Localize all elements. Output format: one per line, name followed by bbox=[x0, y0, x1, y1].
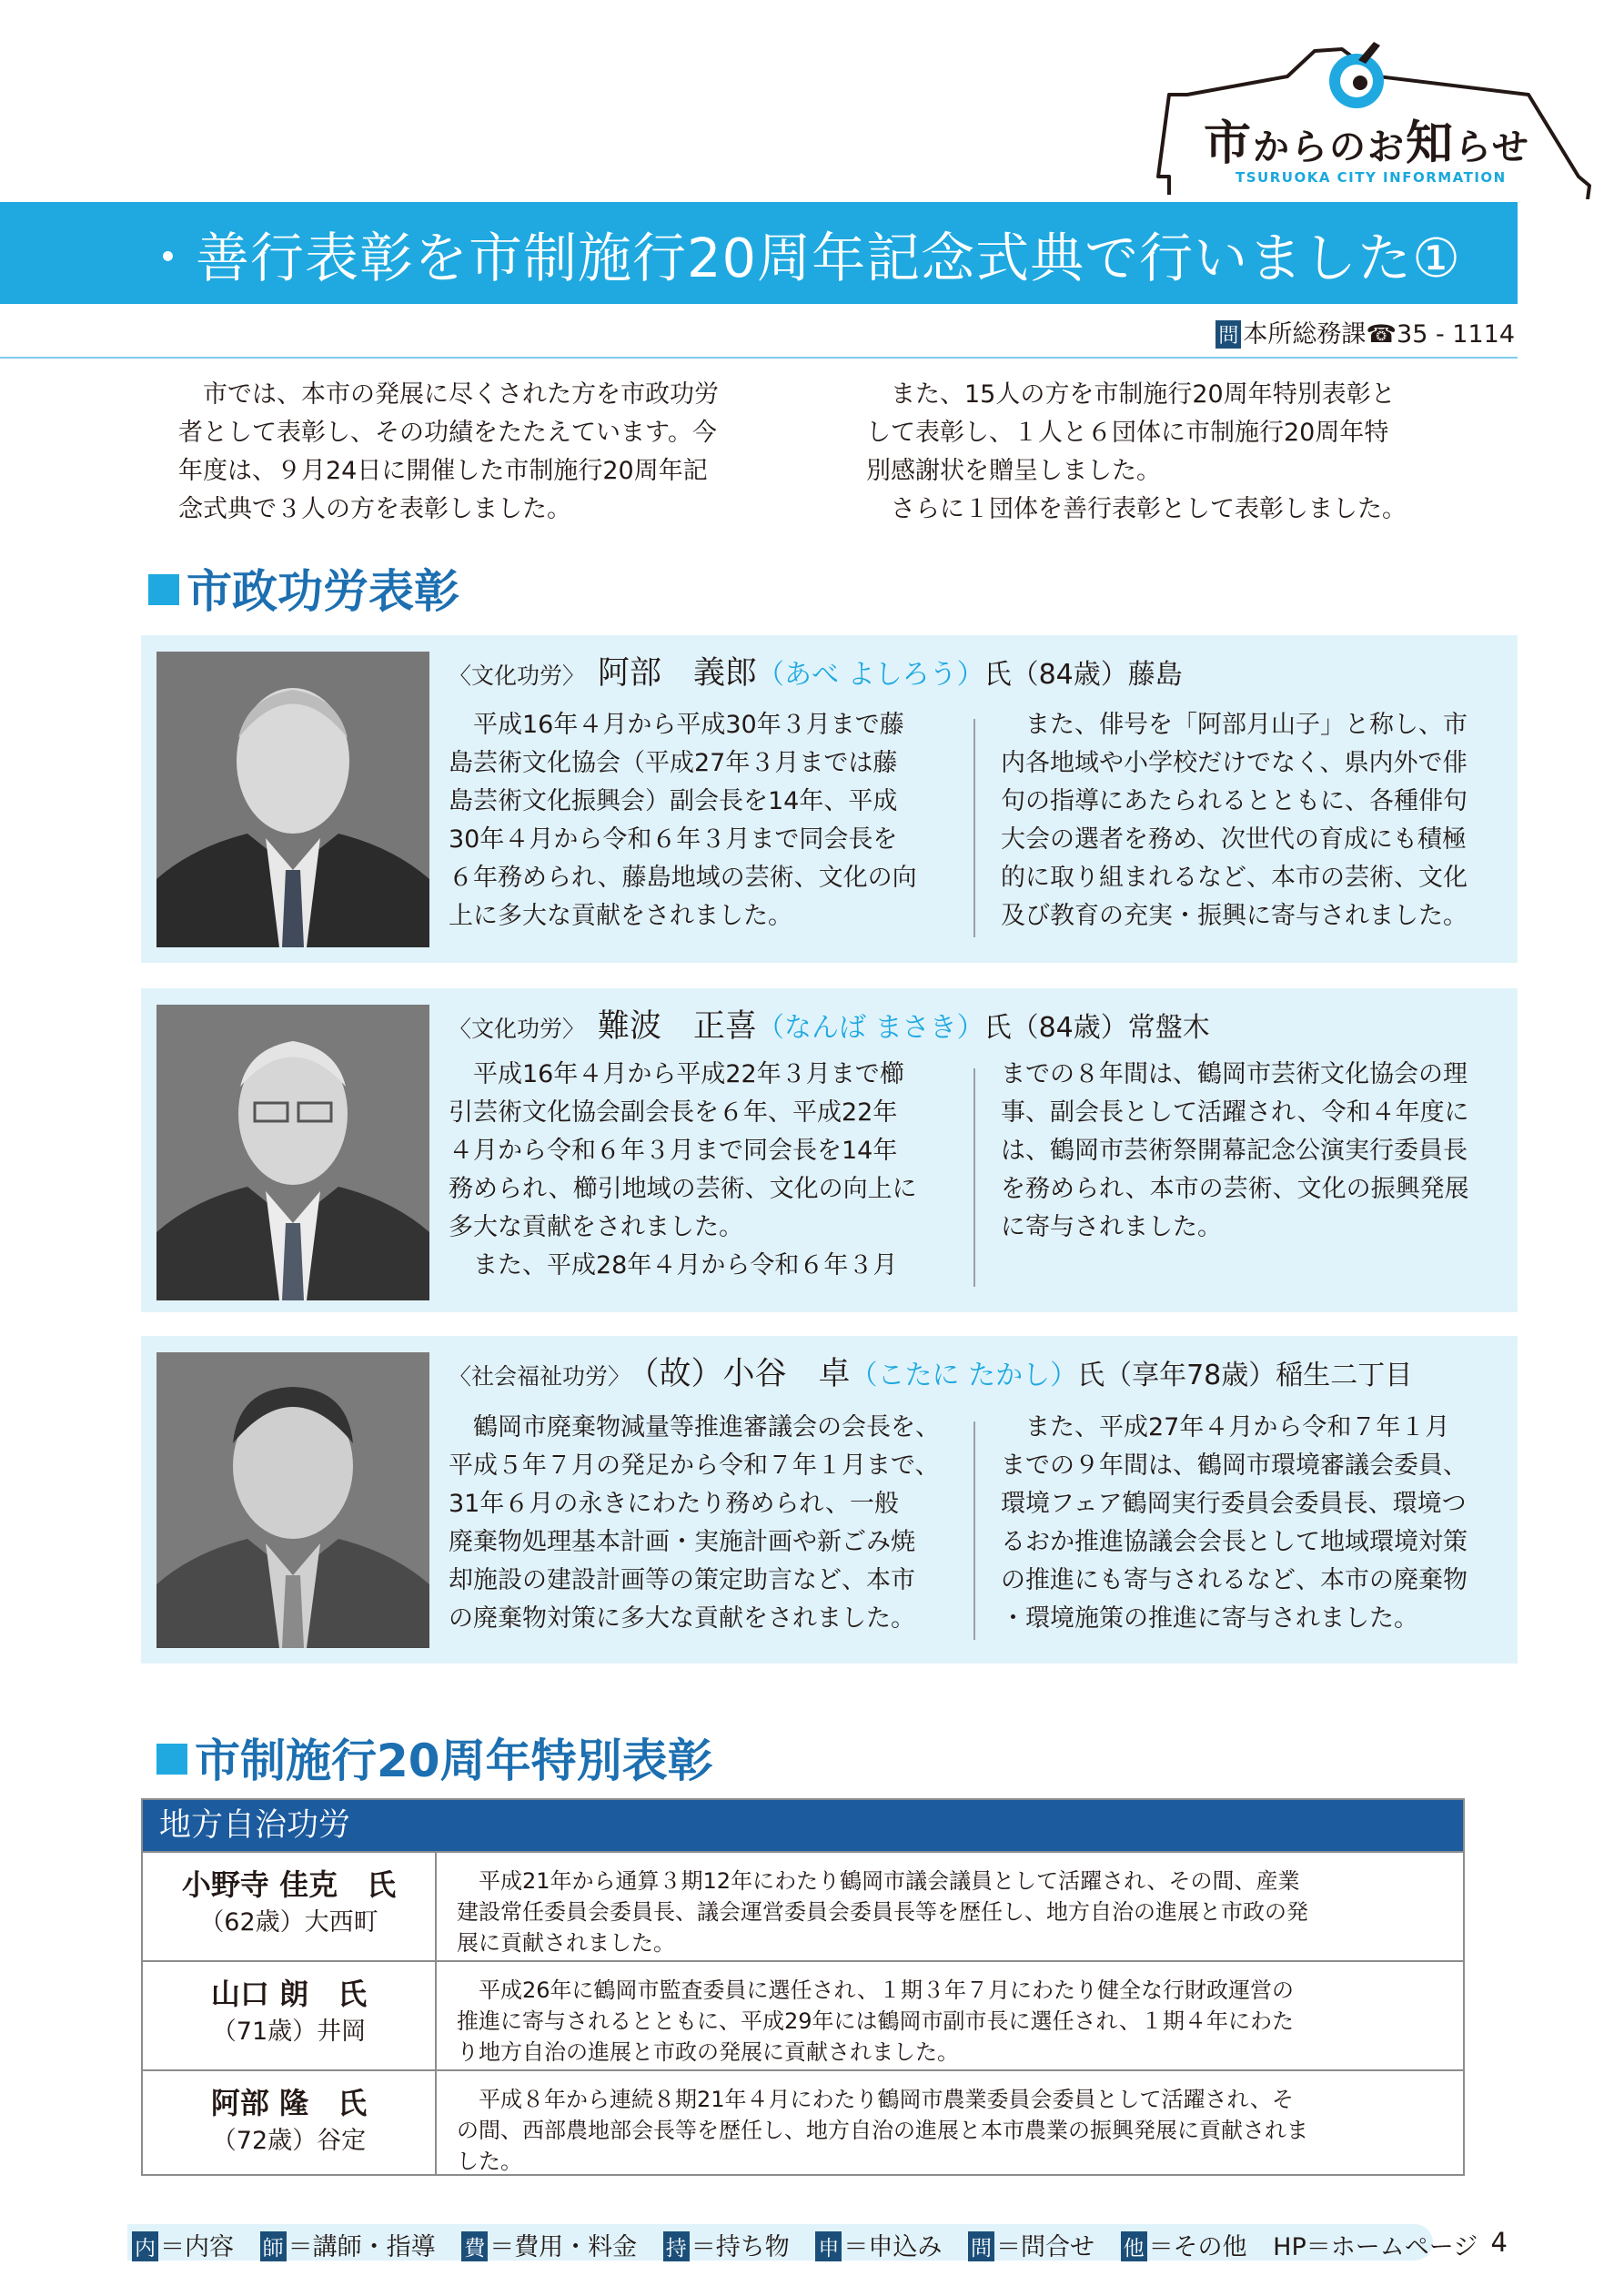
contact-info bbox=[1215, 314, 1515, 349]
intro-line: 別感謝状を贈呈しました。 bbox=[866, 457, 1161, 485]
award-card bbox=[141, 988, 1518, 1312]
logo-text-1: からのお bbox=[1253, 126, 1407, 168]
table-row bbox=[143, 1960, 1463, 2069]
section-title-municipal-merit: 市政功労表彰 bbox=[148, 555, 459, 621]
intro-line: 念式典で３人の方を表彰しました。 bbox=[178, 495, 571, 523]
section-title-special-award: 市制施行20周年特別表彰 bbox=[156, 1725, 713, 1790]
portrait-photo bbox=[156, 1005, 429, 1300]
intro-line: 市では、本市の発展に尽くされた方を市政功労 bbox=[178, 380, 719, 409]
legend-item: HP＝ホームページ bbox=[1273, 2233, 1478, 2261]
legend-item: 申 ＝申込み bbox=[815, 2233, 942, 2261]
legend-key: 問 bbox=[968, 2231, 994, 2261]
table-desc-cell: 平成21年から通算３期12年にわたり鶴岡市議会議員として活躍され、その間、産業 建設常任委員会委員長、議会運営委員会委員長等を歴任し、地方自治の進展と市政の発 展に貢献されました。 bbox=[457, 1868, 1308, 1956]
intro-line: さらに１団体を善行表彰として表彰しました。 bbox=[866, 495, 1407, 523]
recipient-name: 小野寺 佳克 氏 bbox=[181, 1867, 397, 1902]
column-divider bbox=[973, 1068, 975, 1287]
legend-item: 師 ＝講師・指導 bbox=[260, 2233, 436, 2261]
table-header: 地方自治功労 bbox=[143, 1800, 1463, 1851]
intro-right bbox=[866, 376, 1474, 529]
logo-kanji-ichi: 市 bbox=[1204, 116, 1254, 171]
legend-key: 費 bbox=[461, 2231, 488, 2261]
person-heading: 〈文化功労〉 阿部 義郎（あべ よしろう）氏（84歳）藤島 bbox=[449, 655, 1183, 692]
table-desc-cell: 平成26年に鶴岡市監査委員に選任され、１期３年７月にわたり健全な行財政運営の 推進に寄与されるとともに、平成29年には鶴岡市副市長に選任され、１期４年にわた り地方自治の進展と市政の発展に貢献されました。 bbox=[457, 1977, 1294, 2065]
person-kana: （なんば まさき） bbox=[757, 1012, 984, 1044]
intro-line: 年度は、９月24日に開催した市制施行20周年記 bbox=[178, 457, 708, 485]
award-table bbox=[141, 1798, 1465, 2176]
logo-title bbox=[1204, 105, 1530, 173]
table-desc-cell: 平成８年から連続８期21年４月にわたり鶴岡市農業委員会委員として活躍され、そ の間、西部農地部会長等を歴任し、地方自治の進展と本市農業の振興発展に貢献されま した。 bbox=[457, 2087, 1308, 2174]
contact-text: 本所総務課☎35 - 1114 bbox=[1243, 320, 1515, 349]
column-divider bbox=[973, 719, 975, 937]
legend-key: 持 bbox=[663, 2231, 690, 2261]
person-name: 難波 正喜 bbox=[598, 1008, 758, 1045]
page-title: ・善行表彰を市制施行20周年記念式典で行いました① bbox=[141, 227, 1461, 289]
award-text-right: また、平成27年４月から令和７年１月 までの９年間は、鶴岡市環境審議会委員、 環境フェア鶴岡実行委員会委員長、環境つ るおか推進協議会会長として地域環境対策 の推進にも寄与されるなど、本市の廃棄物 ・環境施策の推進に寄与されました。 bbox=[1001, 1413, 1468, 1633]
intro-line: また、15人の方を市制施行20周年特別表彰と bbox=[866, 380, 1396, 409]
award-text-left: 平成16年４月から平成30年３月まで藤 島芸術文化協会（平成27年３月までは藤 島芸術文化振興会）副会長を14年、平成 30年４月から令和６年３月まで同会長を ６年務められ、藤島地域の芸術、文化の向 上に多大な貢献をされました。 bbox=[449, 711, 917, 930]
portrait-photo bbox=[156, 1352, 429, 1648]
legend-item: 他 ＝その他 bbox=[1121, 2233, 1247, 2261]
person-name: 阿部 義郎 bbox=[598, 655, 758, 692]
person-kana: （こたに たかし） bbox=[850, 1360, 1078, 1391]
table-row bbox=[143, 1851, 1463, 1960]
person-heading: 〈社会福祉功労〉 （故）小谷 卓（こたに たかし）氏（享年78歳）稲生二丁目 bbox=[449, 1356, 1413, 1392]
logo-subtitle: TSURUOKA CITY INFORMATION bbox=[1236, 169, 1507, 186]
person-detail: 氏（享年78歳）稲生二丁目 bbox=[1077, 1360, 1413, 1391]
intro-line: 者として表彰し、その功績をたたえています。今 bbox=[178, 419, 717, 447]
person-kana: （あべ よしろう） bbox=[757, 659, 984, 691]
page-number: 4 bbox=[1490, 2227, 1508, 2258]
recipient-name: 山口 朗 氏 bbox=[210, 1977, 368, 2011]
legend-key: 他 bbox=[1121, 2231, 1147, 2261]
square-bullet-icon bbox=[156, 1744, 187, 1775]
award-card bbox=[141, 1336, 1518, 1664]
legend-item: 内 ＝内容 bbox=[132, 2233, 234, 2261]
table-name-cell bbox=[143, 1853, 437, 1960]
square-bullet-icon bbox=[148, 574, 179, 605]
legend-key: 内 bbox=[132, 2231, 158, 2261]
inquiry-mark: 問 bbox=[1215, 320, 1241, 349]
award-text-left: 平成16年４月から平成22年３月まで櫛 引芸術文化協会副会長を６年、平成22年 ４月から令和６年３月まで同会長を14年 務められ、櫛引地域の芸術、文化の向上に 多大な貢献をされました。 また、平成28年４月から令和６年３月 bbox=[449, 1060, 917, 1279]
recipient-name: 阿部 隆 氏 bbox=[210, 2086, 368, 2120]
logo-kanji-shi: 知 bbox=[1406, 116, 1456, 171]
logo-text-2: らせ bbox=[1455, 126, 1530, 168]
intro-line: して表彰し、１人と６団体に市制施行20周年特 bbox=[866, 419, 1389, 447]
recipient-detail: （62歳）大西町 bbox=[199, 1908, 378, 1937]
legend-item: 問 ＝問合せ bbox=[968, 2233, 1094, 2261]
table-name-cell bbox=[143, 2071, 437, 2174]
intro-left bbox=[178, 376, 786, 529]
column-divider bbox=[973, 1421, 975, 1640]
award-text-left: 鶴岡市廃棄物減量等推進審議会の会長を、 平成５年７月の発足から令和７年１月まで、 31年６月の永きにわたり務められ、一般 廃棄物処理基本計画・実施計画や新ごみ焼 却施設の建設計画等の策定助言など、本市 の廃棄物対策に多大な貢献をされました。 bbox=[449, 1413, 940, 1633]
person-detail: 氏（84歳）常盤木 bbox=[983, 1012, 1210, 1044]
portrait-photo bbox=[156, 652, 429, 947]
award-text-right: までの８年間は、鶴岡市芸術文化協会の理 事、副会長として活躍され、令和４年度に は、鶴岡市芸術祭開幕記念公演実行委員長 を務められ、本市の芸術、文化の振興発展 に寄与されました。 bbox=[1001, 1060, 1469, 1241]
header-rule bbox=[0, 357, 1518, 359]
table-name-cell bbox=[143, 1962, 437, 2069]
award-text-right: また、俳号を「阿部月山子」と称し、市 内各地域や小学校だけでなく、県内外で俳 句の指導にあたられるとともに、各種俳句 大会の選者を務め、次世代の育成にも積極 的に取り組まれるなど、本市の芸術、文化 及び教育の充実・振興に寄与されました。 bbox=[1001, 711, 1468, 930]
recipient-detail: （72歳）谷定 bbox=[211, 2127, 367, 2155]
recipient-detail: （71歳）井岡 bbox=[211, 2018, 367, 2046]
legend-key: 師 bbox=[260, 2231, 287, 2261]
legend-item: 持 ＝持ち物 bbox=[663, 2233, 790, 2261]
legend-item: 費 ＝費用・料金 bbox=[461, 2233, 637, 2261]
person-detail: 氏（84歳）藤島 bbox=[983, 659, 1183, 691]
legend-key-hp: HP bbox=[1273, 2233, 1306, 2261]
person-heading: 〈文化功労〉 難波 正喜（なんば まさき）氏（84歳）常盤木 bbox=[449, 1008, 1210, 1045]
legend-key: 申 bbox=[815, 2231, 842, 2261]
table-row bbox=[143, 2069, 1463, 2174]
legend bbox=[132, 2227, 1496, 2262]
award-card bbox=[141, 635, 1518, 963]
person-name: （故）小谷 卓 bbox=[643, 1356, 851, 1392]
